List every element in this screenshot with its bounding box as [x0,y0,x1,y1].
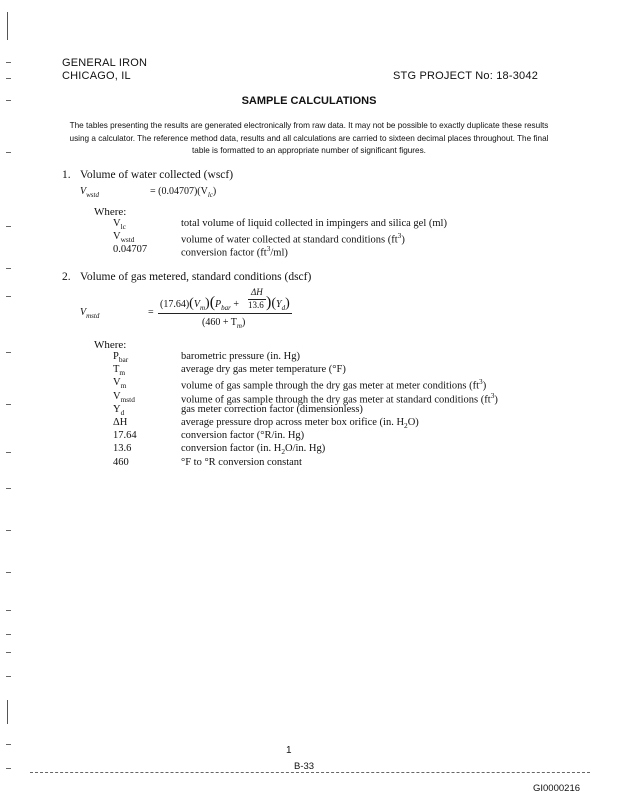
delta-h-divisor: 13.6 [248,300,264,310]
section-number: 1. [62,169,71,181]
definition-symbol: $V_m$ [113,377,127,391]
margin-artifact [6,352,11,353]
definition-text: volume of gas sample through the dry gas meter at meter conditions $(ft^3)$ [181,377,487,392]
footer-rule [30,772,590,773]
definition-text: gas meter correction factor (dimensionless) [181,403,363,415]
document-id: GI0000216 [533,783,581,794]
definition-text: conversion factor $(ft^3/ml)$ [181,244,288,259]
definition-text: barometric pressure (in. Hg) [181,351,300,362]
company-location: CHICAGO, IL [62,70,131,82]
delta-h: ΔH [251,287,263,297]
definition-text: volume of gas sample through the dry gas meter at standard conditions $(ft^3)$ [181,390,498,406]
equation-denominator: $(460 + T_m)$ [202,317,246,330]
equation-numerator: $(17.64)(V_m)(P_{bar}$ + [160,294,239,312]
equals-sign: = [148,307,154,318]
definition-symbol: ΔH [113,417,128,428]
margin-artifact [6,152,11,153]
definition-symbol: $V_{wstd}$ [113,231,135,245]
margin-artifact [6,610,11,611]
main-fraction-line [158,313,292,314]
definition-symbol: $V_{lc}$ [113,218,126,232]
margin-artifact [6,572,11,573]
definition-symbol: $P_{bar}$ [113,351,129,365]
page-reference: B-33 [294,761,315,772]
page-number: 1 [286,745,292,756]
definition-symbol: $T_m$ [113,364,126,378]
margin-artifact [6,268,11,269]
margin-artifact [6,404,11,405]
definition-symbol: 0.04707 [113,244,148,255]
margin-artifact [7,12,8,40]
margin-artifact [6,530,11,531]
definition-symbol: $Y_d$ [113,403,125,417]
definition-text: volume of water collected at standard conditions $(ft^3)$ [181,231,405,246]
margin-artifact [6,676,11,677]
intro-paragraph: The tables presenting the results are generated electronically from raw data. It may not be possible to exactly duplicate these results using a calculator. The reference method data, results and all calculations are carried to sixteen decimal places throughout. The final table is formatted to an appropriate number of significant figures. [69,121,549,155]
margin-artifact [6,488,11,489]
margin-artifact [6,652,11,653]
equation-lhs: $V_{wstd}$ [80,186,99,199]
project-number: STG PROJECT No: 18-3042 [393,70,539,82]
margin-artifact [6,78,11,79]
definition-symbol: $V_{mstd}$ [113,390,135,404]
definition-symbol: 13.6 [113,443,132,455]
definition-symbol: 460 [113,456,129,468]
where-label: Where: [94,206,127,218]
margin-artifact [6,226,11,227]
margin-artifact [6,634,11,635]
margin-artifact [6,62,11,63]
page-title: SAMPLE CALCULATIONS [241,95,377,107]
definition-text: conversion factor (°R/in. Hg) [181,430,305,442]
definition-text: average dry gas meter temperature (°F) [181,364,346,376]
section-number: 2. [62,271,71,283]
definition-text: °F to °R conversion constant [181,456,302,468]
section-heading: Volume of water collected (wscf) [80,169,234,181]
margin-artifact [6,744,11,745]
where-label: Where: [94,339,127,351]
definition-text: total volume of liquid collected in impingers and silica gel (ml) [181,218,447,229]
margin-artifact [6,452,11,453]
definition-symbol: 17.64 [113,430,137,442]
definition-text: average pressure drop across meter box orifice (in. $H_2O$) [181,417,419,431]
margin-artifact [6,296,11,297]
equation-rhs: = $(0.04707)(V_{lc})$ [150,186,217,199]
equation-lhs: $V_{mstd}$ [80,307,100,320]
definition-text: conversion factor (in. $H_2O/in$. Hg) [181,443,326,457]
margin-artifact [7,700,8,724]
company-name: GENERAL IRON [62,57,148,69]
section-heading: Volume of gas metered, standard conditions (dscf) [80,271,312,283]
equation-numerator-end: )$(Y_d)$ [266,294,290,312]
margin-artifact [6,768,11,769]
